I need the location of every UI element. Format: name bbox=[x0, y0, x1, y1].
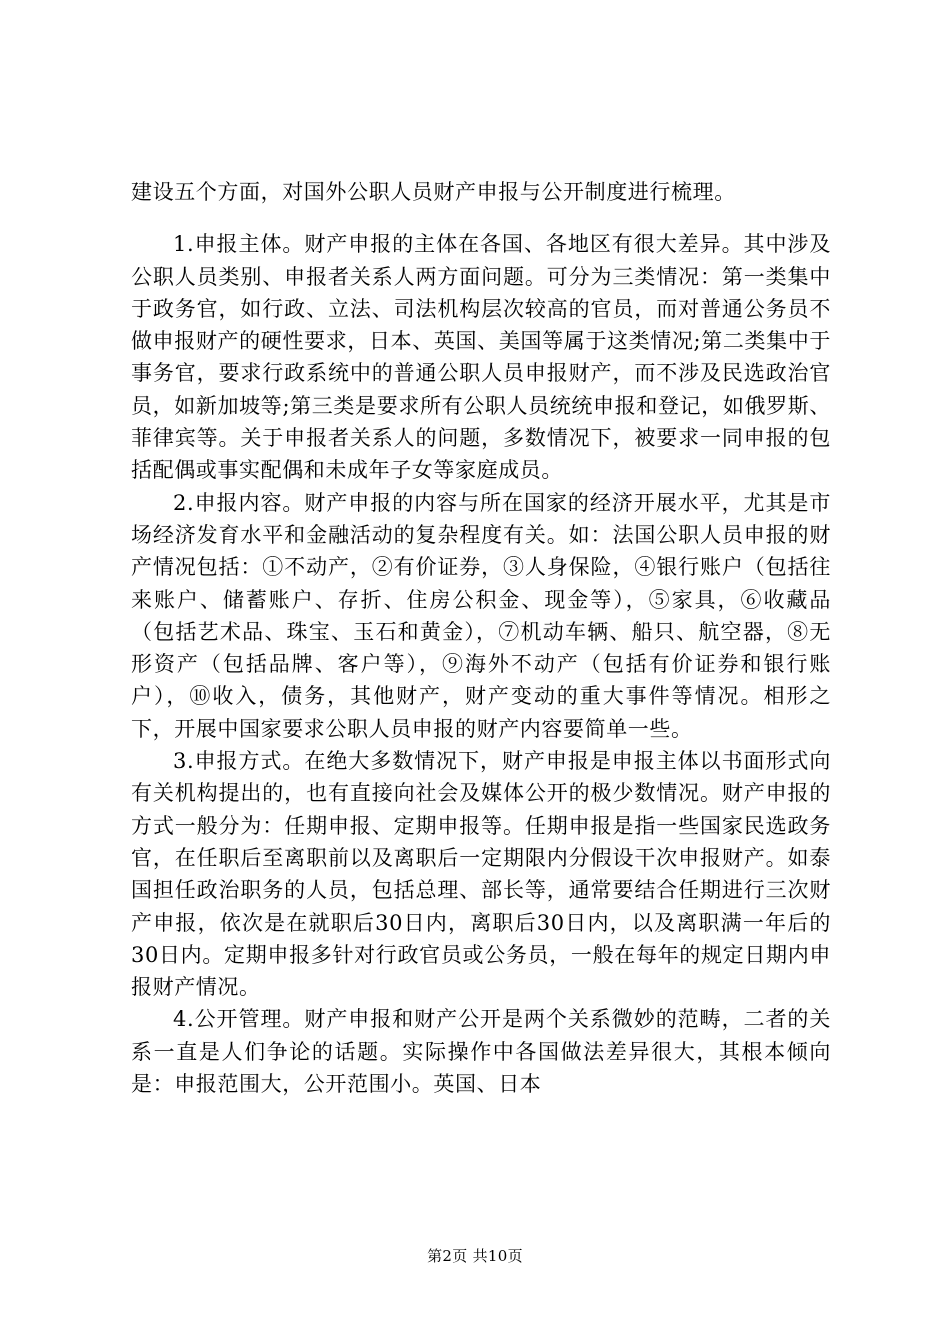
paragraph-declaration-subject: 1.申报主体。财产申报的主体在各国、各地区有很大差异。其中涉及公职人员类别、申报者关系人两方面问题。可分为三类情况：第一类集中于政务官，如行政、立法、司法机构层次较高的官员，而对普通公务员不做申报财产的硬性要求，日本、英国、美国等属于这类情况;第二类集中于事务官，要求行政系统中的普通公职人员申报财产，而不涉及民选政治官员，如新加坡等;第三类是要求所有公职人员统统申报和登记，如俄罗斯、菲律宾等。关于申报者关系人的问题，多数情况下，被要求一同申报的包括配偶或事实配偶和未成年子女等家庭成员。 bbox=[131, 232, 831, 483]
page-footer: 第2页 共10页 bbox=[427, 1247, 523, 1265]
paragraph-declaration-content: 2.申报内容。财产申报的内容与所在国家的经济开展水平，尤其是市场经济发育水平和金融活动的复杂程度有关。如：法国公职人员申报的财产情况包括：①不动产，②有价证券，③人身保险，④银行账户（包括往来账户、储蓄账户、存折、住房公积金、现金等），⑤家具，⑥收藏品（包括艺术品、珠宝、玉石和黄金），⑦机动车辆、船只、航空器，⑧无形资产（包括品牌、客户等），⑨海外不动产（包括有价证券和银行账户），⑩收入，债务，其他财产，财产变动的重大事件等情况。相形之下，开展中国家要求公职人员申报的财产内容要简单一些。 bbox=[131, 490, 831, 741]
document-body bbox=[131, 176, 831, 1100]
paragraph-declaration-method: 3.申报方式。在绝大多数情况下，财产申报是申报主体以书面形式向有关机构提出的，也有直接向社会及媒体公开的极少数情况。财产申报的方式一般分为：任期申报、定期申报等。任期申报是指一些国家民选政务官，在任职后至离职前以及离职后一定期限内分假设干次申报财产。如泰国担任政治职务的人员，包括总理、部长等，通常要结合任期进行三次财产申报，依次是在就职后30日内，离职后30日内，以及离职满一年后的30日内。定期申报多针对行政官员或公务员，一般在每年的规定日期内申报财产情况。 bbox=[131, 749, 831, 1000]
paragraph-disclosure-management: 4.公开管理。财产申报和财产公开是两个关系微妙的范畴，二者的关系一直是人们争论的话题。实际操作中各国做法差异很大，其根本倾向是：申报范围大，公开范围小。英国、日本 bbox=[131, 1007, 831, 1097]
paragraph-intro-continuation: 建设五个方面，对国外公职人员财产申报与公开制度进行梳理。 bbox=[131, 180, 736, 204]
